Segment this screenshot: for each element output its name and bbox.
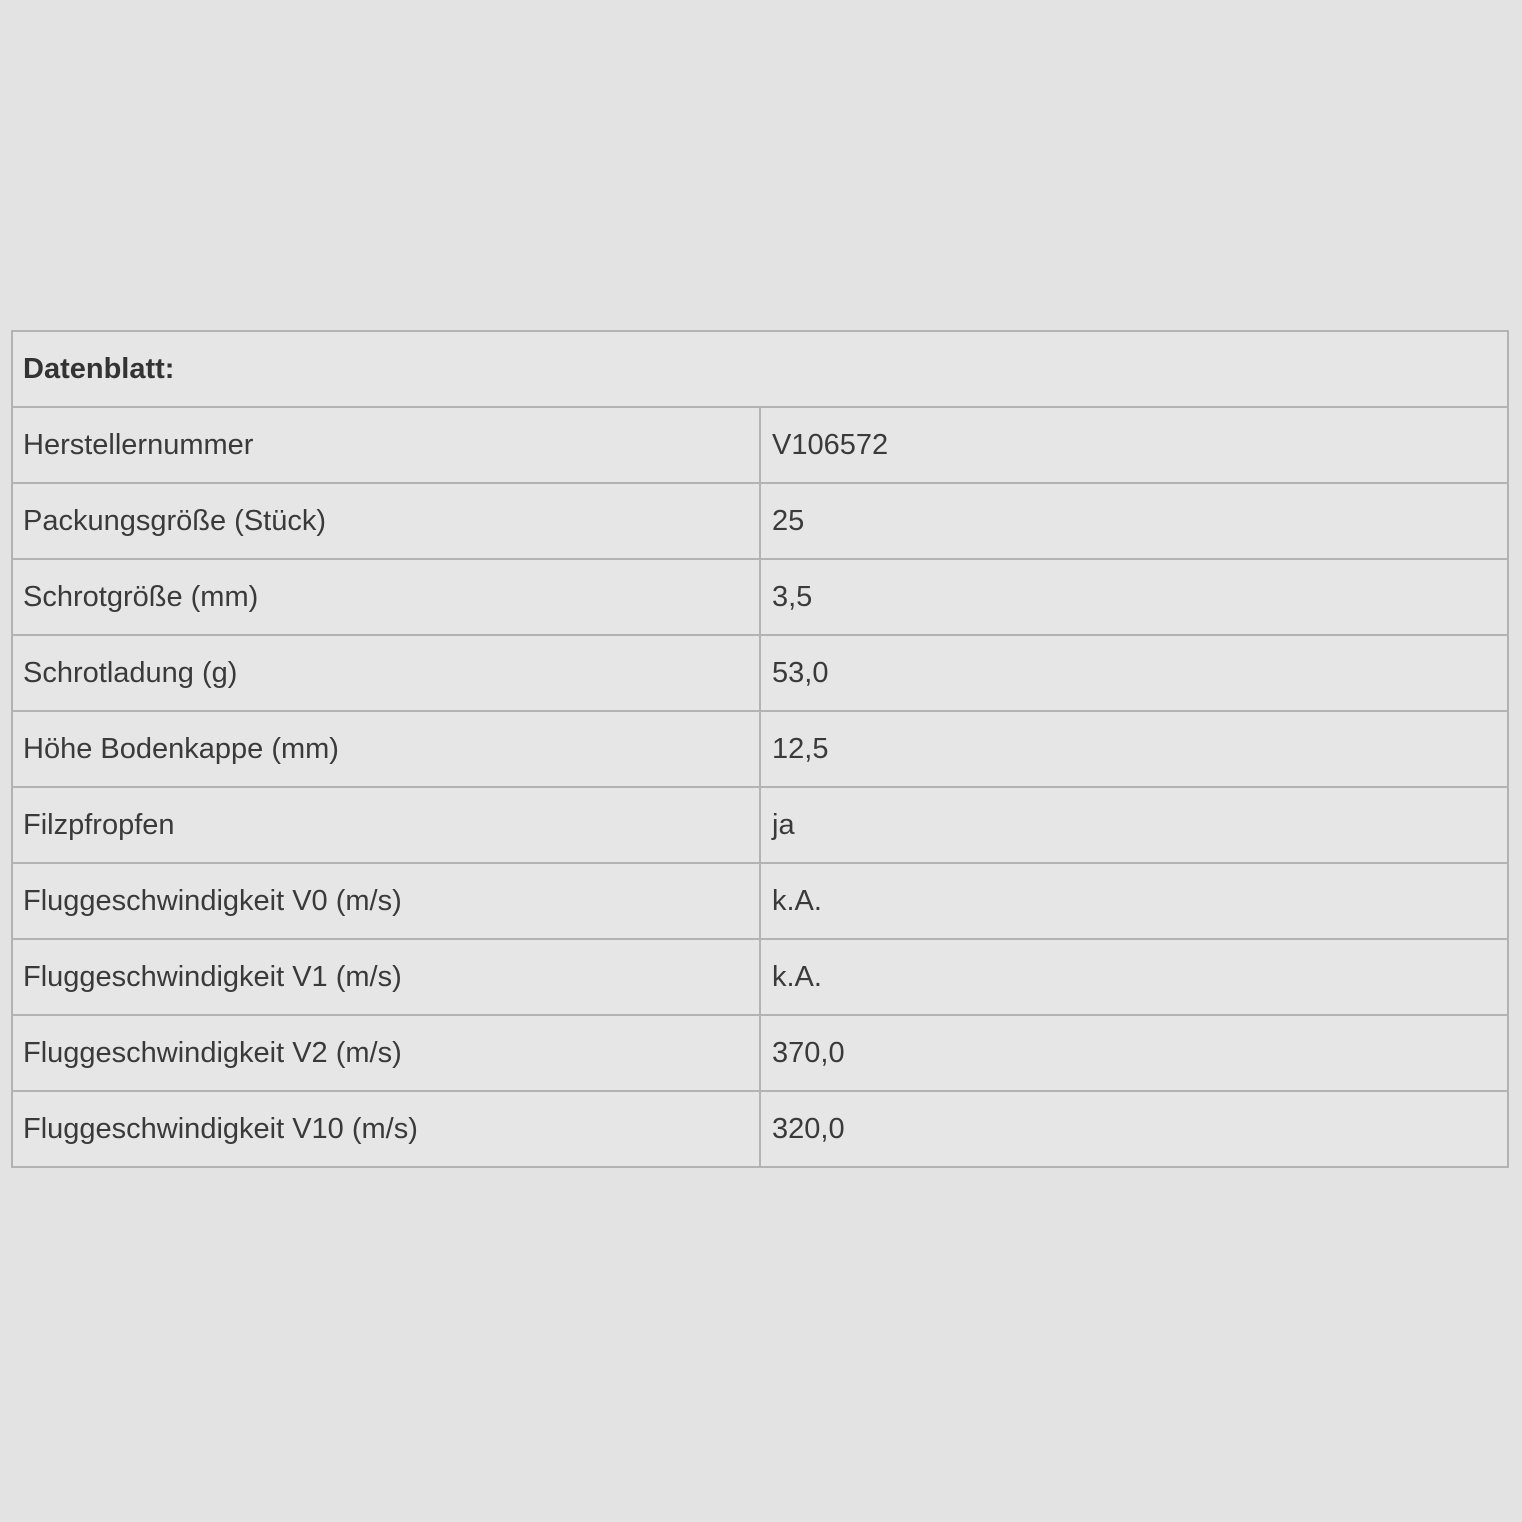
- datasheet-table: [11, 330, 1509, 1168]
- datasheet-header: [12, 331, 1508, 407]
- row-label: Höhe Bodenkappe (mm): [12, 711, 760, 787]
- row-label: Filzpfropfen: [12, 787, 760, 863]
- datasheet-title: Datenblatt:: [12, 331, 1508, 407]
- table-row: [12, 939, 1508, 1015]
- row-label: Fluggeschwindigkeit V10 (m/s): [12, 1091, 760, 1167]
- table-row: [12, 711, 1508, 787]
- row-label: Herstellernummer: [12, 407, 760, 483]
- table-row: [12, 407, 1508, 483]
- row-label: Fluggeschwindigkeit V1 (m/s): [12, 939, 760, 1015]
- row-value: 3,5: [760, 559, 1508, 635]
- row-value: 53,0: [760, 635, 1508, 711]
- table-row: [12, 863, 1508, 939]
- table-row: [12, 1091, 1508, 1167]
- table-row: [12, 787, 1508, 863]
- row-label: Schrotladung (g): [12, 635, 760, 711]
- row-label: Schrotgröße (mm): [12, 559, 760, 635]
- datasheet-body: [12, 407, 1508, 1167]
- row-value: ja: [760, 787, 1508, 863]
- table-row: [12, 635, 1508, 711]
- row-value: 12,5: [760, 711, 1508, 787]
- table-row: [12, 559, 1508, 635]
- row-value: k.A.: [760, 939, 1508, 1015]
- row-value: 370,0: [760, 1015, 1508, 1091]
- table-row: [12, 483, 1508, 559]
- row-value: k.A.: [760, 863, 1508, 939]
- table-row: [12, 1015, 1508, 1091]
- row-label: Fluggeschwindigkeit V0 (m/s): [12, 863, 760, 939]
- datasheet-title-row: [12, 331, 1508, 407]
- row-value: V106572: [760, 407, 1508, 483]
- row-label: Packungsgröße (Stück): [12, 483, 760, 559]
- row-value: 320,0: [760, 1091, 1508, 1167]
- row-value: 25: [760, 483, 1508, 559]
- row-label: Fluggeschwindigkeit V2 (m/s): [12, 1015, 760, 1091]
